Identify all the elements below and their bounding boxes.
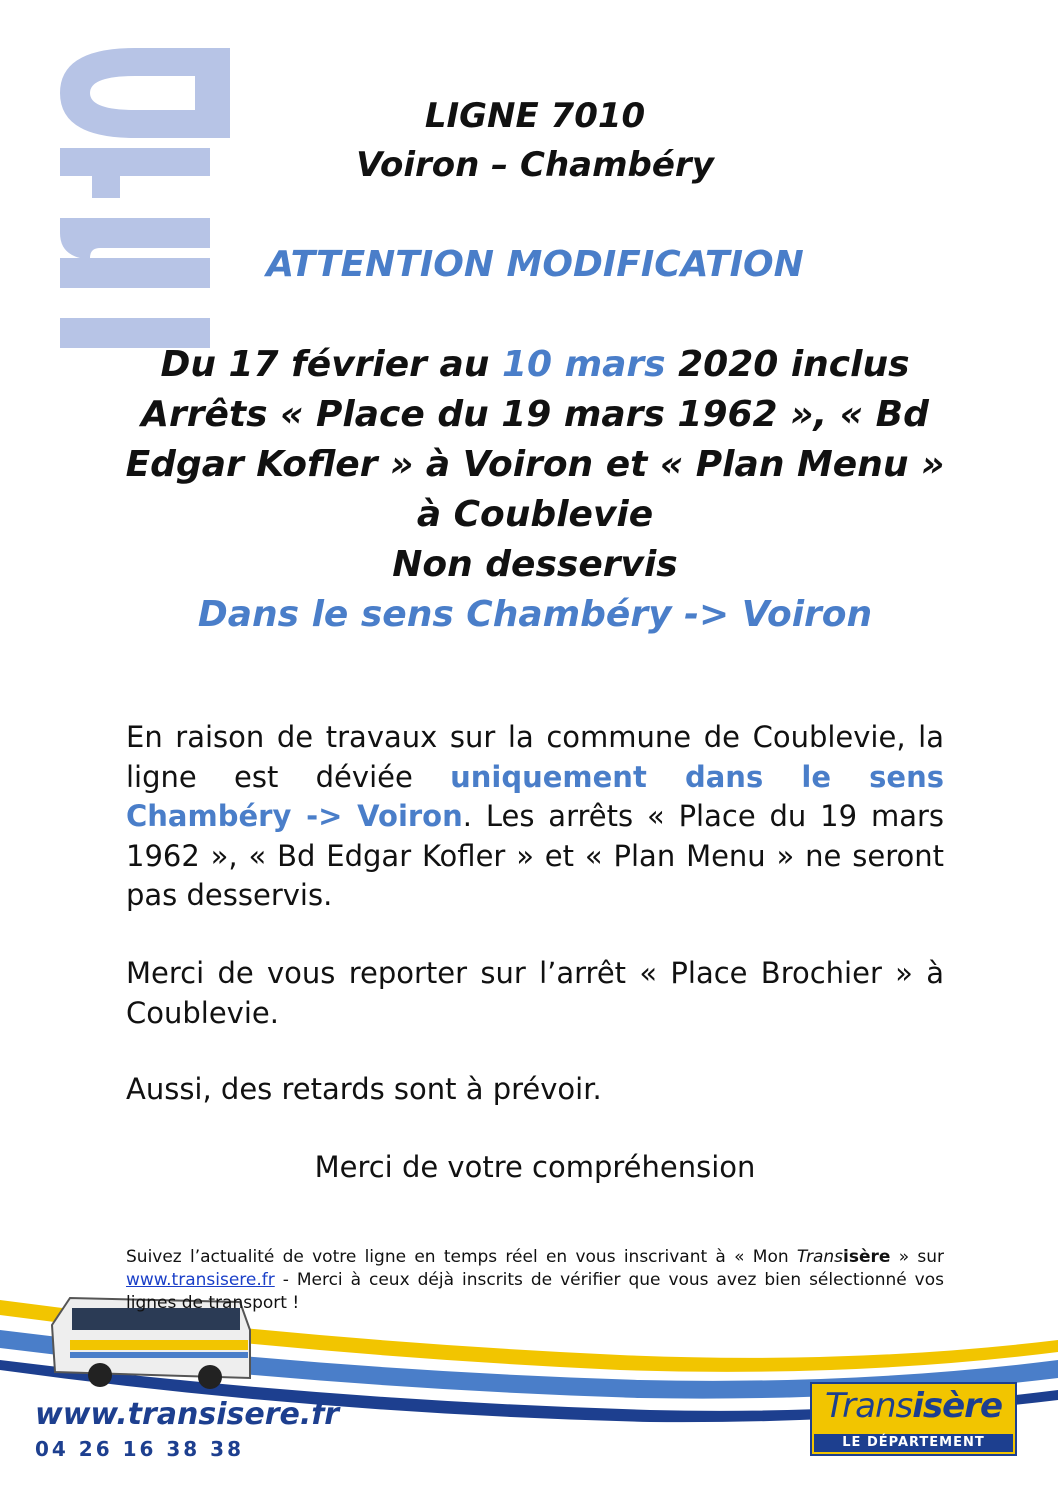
footnote-part1: Suivez l’actualité de votre ligne en temps réel en vous inscrivant à « Mon <box>126 1247 797 1267</box>
paragraph-redirect: Merci de vous reporter sur l’arrêt « Place Brochier » à Coublevie. <box>126 956 944 1030</box>
footnote-brand-italic: Trans <box>796 1247 844 1267</box>
paragraph-delays: Aussi, des retards sont à prévoir. <box>126 1072 602 1106</box>
transisere-link[interactable]: www.transisere.fr <box>126 1270 275 1290</box>
date-highlight: 10 mars <box>501 344 666 385</box>
date-part1: Du 17 février au <box>160 344 502 385</box>
brand-subtitle: LE DÉPARTEMENT <box>814 1434 1013 1452</box>
attention-heading: ATTENTION MODIFICATION <box>266 244 804 285</box>
footnote-part3: - Merci à ceux déjà inscrits de vérifier que vous avez bien sélectionné vos lignes de transport ! <box>126 1270 944 1313</box>
thanks-line: Merci de votre compréhension <box>314 1150 756 1184</box>
stops-line-3: à Coublevie <box>416 494 654 535</box>
footer-website[interactable]: www.transisere.fr <box>35 1397 340 1432</box>
date-part2: 2020 inclus <box>665 344 910 385</box>
line-title: LIGNE 7010 <box>424 96 646 136</box>
footnote <box>126 1246 944 1315</box>
paragraph-works <box>126 718 944 916</box>
footnote-brand-bold: isère <box>843 1247 891 1267</box>
p1-start: En raison de travaux sur la commune de Coublevie, la ligne est déviée <box>126 720 944 794</box>
footnote-part2: » sur <box>890 1247 944 1267</box>
date-range <box>100 340 970 390</box>
direction-line: Dans le sens Chambéry -> Voiron <box>197 594 873 635</box>
transisere-logo <box>810 1382 1017 1456</box>
stops-line-2: Edgar Kofler » à Voiron et « Plan Menu » <box>125 444 945 485</box>
brand-name: Transisère <box>825 1386 1002 1426</box>
p1-highlight: uniquement dans le sens Chambéry -> Voiron <box>126 759 945 833</box>
stops-line-1: Arrêts « Place du 19 mars 1962 », « Bd <box>141 394 929 435</box>
info-logo <box>30 38 230 358</box>
route-title: Voiron – Chambéry <box>356 145 714 185</box>
p1-end: . Les arrêts « Place du 19 mars 1962 », « Bd Edgar Kofler » et « Plan Menu » ne seront pas desservis. <box>126 799 944 912</box>
footer-phone: 04 26 16 38 38 <box>35 1437 245 1461</box>
status-line: Non desservis <box>392 544 678 585</box>
